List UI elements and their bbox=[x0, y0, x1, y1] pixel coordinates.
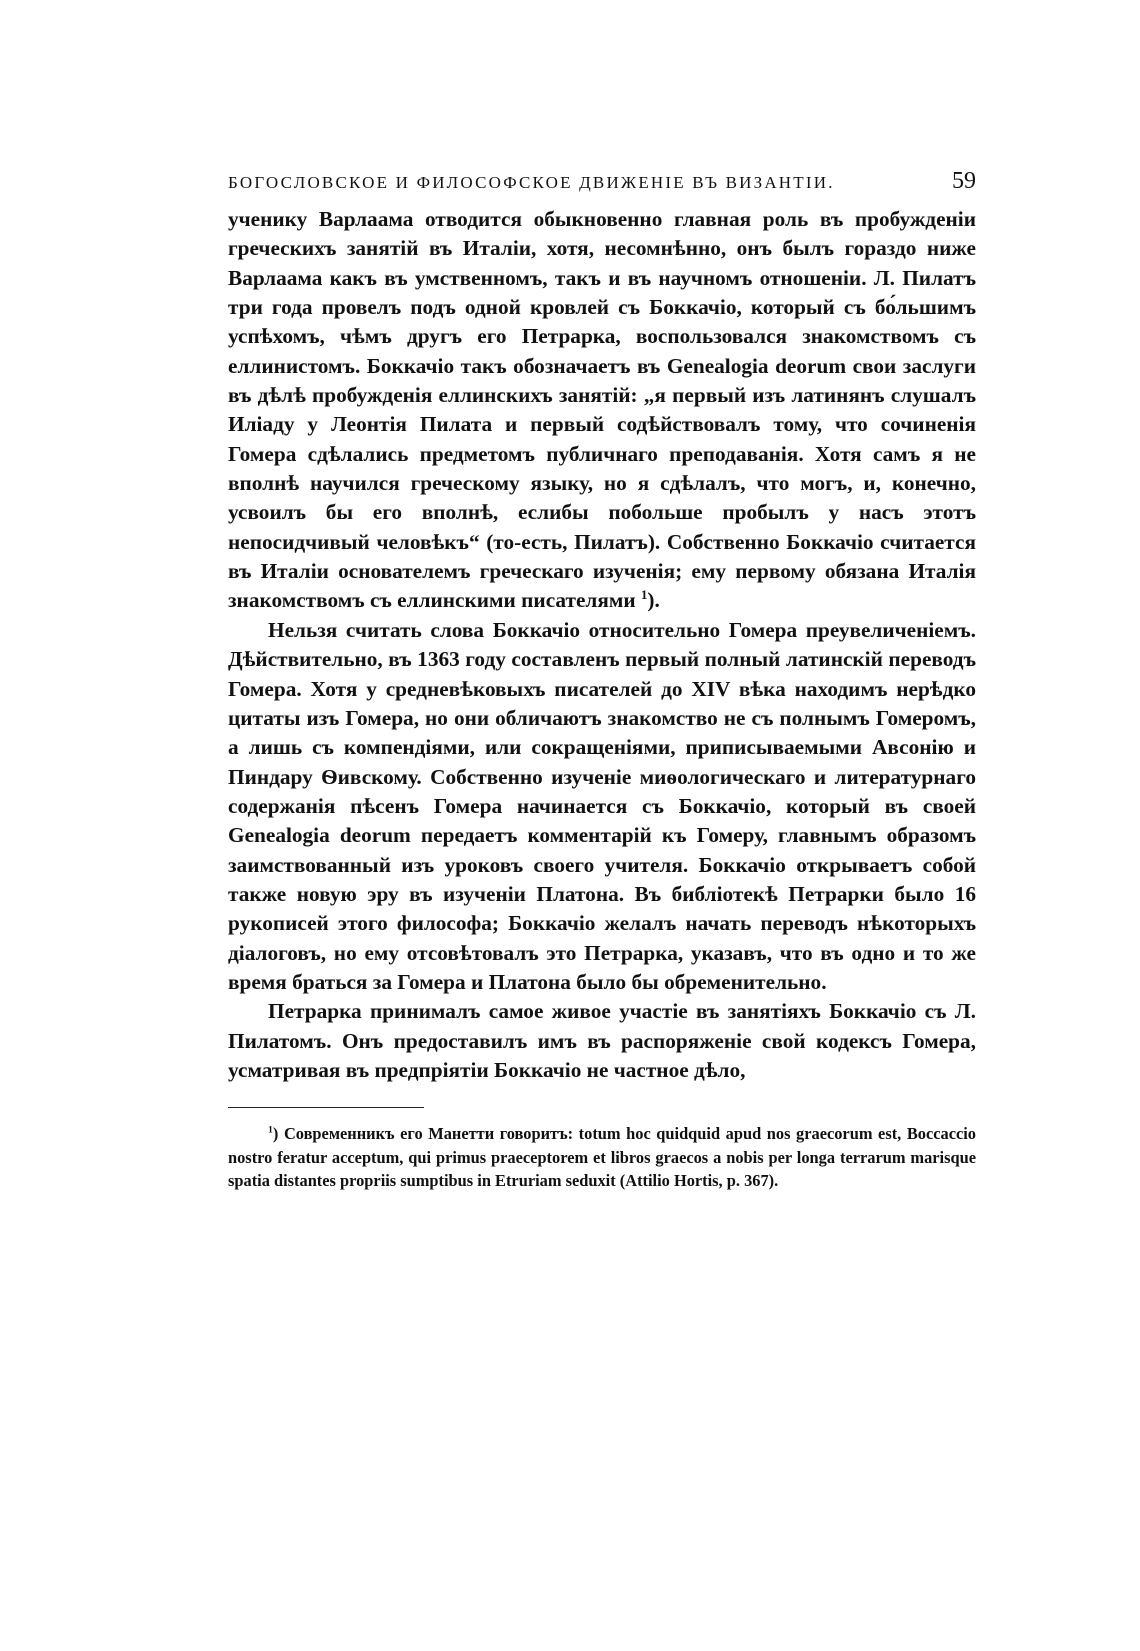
body-text bbox=[228, 205, 976, 1085]
footnote-marker: 1 bbox=[268, 1124, 273, 1136]
paragraph-3: Петрарка принималъ самое живое участіе въ занятіяхъ Боккачіо съ Л. Пилатомъ. Онъ предоставилъ имъ въ распоряженіе свой кодексъ Гомера, усматривая въ предпріятіи Боккачіо не частное дѣло, bbox=[228, 999, 976, 1082]
footnote-reference-tail: ). bbox=[647, 588, 660, 613]
footnote-divider bbox=[228, 1107, 424, 1108]
footnote bbox=[228, 1122, 976, 1193]
page-number: 59 bbox=[952, 168, 976, 194]
running-head bbox=[228, 168, 976, 195]
footnote-text: ) Современникъ его Манетти говоритъ: totum hoc quidquid apud nos graecorum est, Boccaccio nostro feratur acceptum, qui primus praeceptorem et libros graecos a nobis per longa terrarum marisque spatia distantes propriis sumptibus in Etruriam seduxit (Attilio Hortis, p. 367). bbox=[228, 1124, 976, 1191]
book-page bbox=[228, 168, 976, 1193]
paragraph-2: Нельзя считать слова Боккачіо относительно Гомера преувеличеніемъ. Дѣйствительно, въ 1363 году составленъ первый полный латинскій переводъ Гомера. Хотя у средневѣковыхъ писателей до XIV вѣка находимъ нерѣдко цитаты изъ Гомера, но они обличаютъ знакомство не съ полнымъ Гомеромъ, а лишь съ компендіями, или сокращеніями, приписываемыми Авсонію и Пиндару Ѳивскому. Собственно изученіе миѳологическаго и литературнаго содержанія пѣсенъ Гомера начинается съ Боккачіо, который въ своей Genealogia deorum передаетъ комментарій къ Гомеру, главнымъ образомъ заимствованный изъ уроковъ своего учителя. Боккачіо открываетъ собой также новую эру въ изученіи Платона. Въ библіотекѣ Петрарки было 16 рукописей этого философа; Боккачіо желалъ начать переводъ нѣкоторыхъ діалоговъ, но ему отсовѣтовалъ это Петрарка, указавъ, что въ одно и то же время браться за Гомера и Платона было бы обременительно. bbox=[228, 617, 976, 994]
running-title: БОГОСЛОВСКОЕ И ФИЛОСОФСКОЕ ДВИЖЕНІЕ ВЪ ВИЗАНТІИ. bbox=[228, 173, 835, 192]
footnote-reference: 1 bbox=[641, 588, 648, 603]
paragraph-1-text: ученику Варлаама отводится обыкновенно главная роль въ пробужденіи греческихъ занятій въ Италіи, хотя, несомнѣнно, онъ былъ гораздо ниже Варлаама какъ въ умственномъ, такъ и въ научномъ отношеніи. Л. Пилатъ три года провелъ подъ одной кровлей съ Боккачіо, который съ бо́льшимъ успѣхомъ, чѣмъ другъ его Петрарка, воспользовался знакомствомъ съ еллинистомъ. Боккачіо такъ обозначаетъ въ Genealogia deorum свои заслуги въ дѣлѣ пробужденія еллинскихъ занятій: „я первый изъ латинянъ слушалъ Иліаду у Леонтія Пилата и первый содѣйствовалъ тому, что сочиненія Гомера сдѣлались предметомъ публичнаго преподаванія. Хотя самъ я не вполнѣ научился греческому языку, но я сдѣлалъ, что могъ, и, конечно, усвоилъ бы его вполнѣ, еслибы побольше пробылъ у насъ этотъ непосидчивый человѣкъ“ (то-есть, Пилатъ). Собственно Боккачіо считается въ Италіи основателемъ греческаго изученія; ему первому обязана Италія знакомствомъ съ еллинскими писателями bbox=[228, 207, 976, 613]
paragraph-1 bbox=[228, 205, 976, 616]
